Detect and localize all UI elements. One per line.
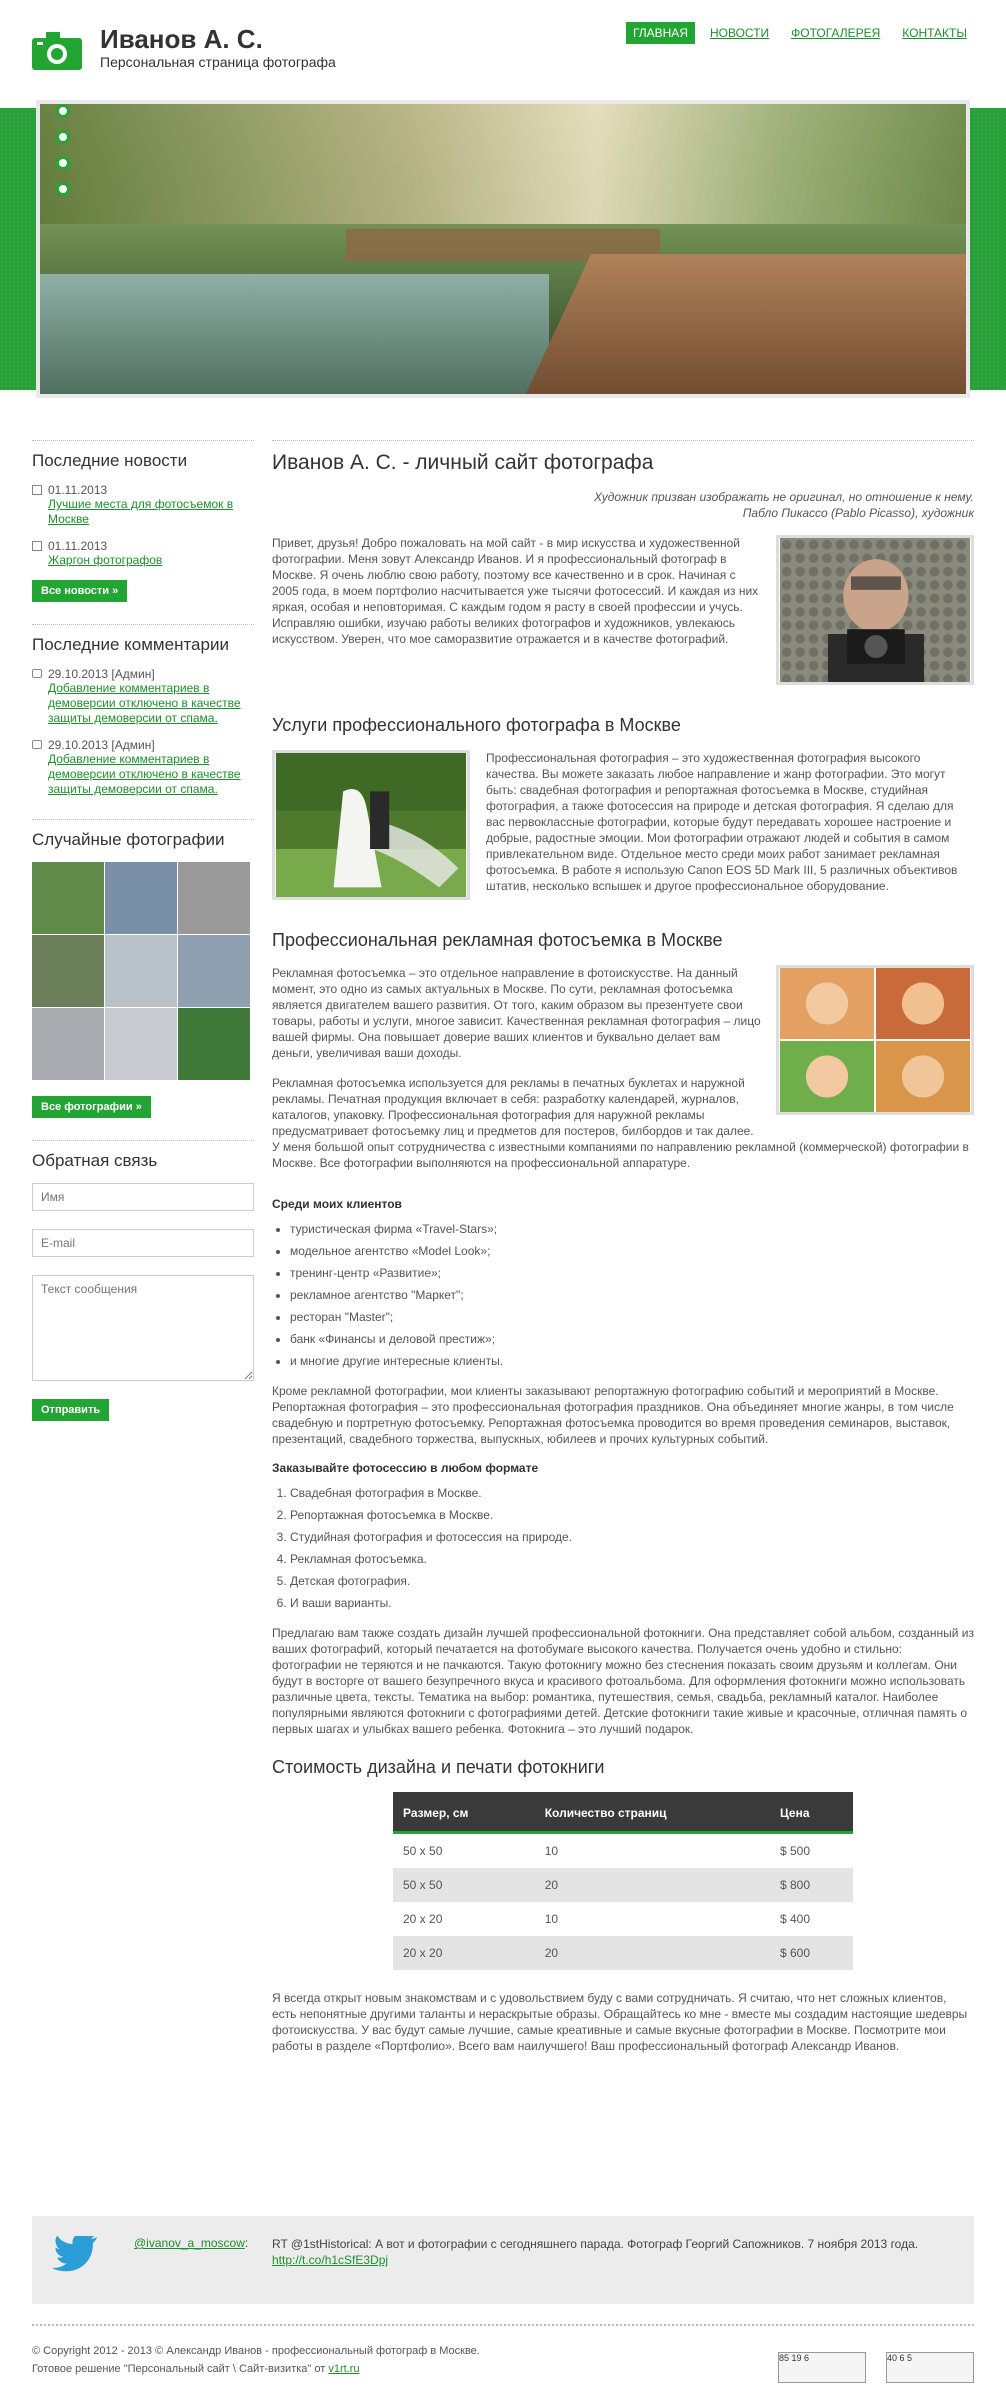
list-item: • ресторан "Master"; [290,1309,974,1325]
news-block [32,440,254,602]
quote [272,489,974,521]
nav-home[interactable]: ГЛАВНАЯ [626,22,695,44]
formats-heading: Заказывайте фотосессию в любом формате [272,1461,539,1475]
all-news-button[interactable]: Все новости » [32,580,127,602]
copyright-line: © Copyright 2012 - 2013 © Александр Иванов - профессиональный фотограф в Москве. [32,2345,480,2357]
nav-gallery[interactable]: ФОТОГАЛЕРЕЯ [791,26,881,40]
table-cell: 50 x 50 [403,1844,443,1858]
name-field[interactable] [32,1183,254,1211]
feedback-block [32,1140,254,1421]
list-item: • рекламное агентство "Маркет"; [290,1287,974,1303]
slide-image-water [40,274,549,398]
photo-thumbnail[interactable] [178,935,250,1007]
comment-date: 29.10.2013 [48,738,109,752]
family-photos-collage-image [776,965,974,1115]
comment-link[interactable]: Добавление комментариев в демоверсии отключено в качестве защиты демоверсии от спама. [48,752,241,796]
feedback-heading: Обратная связь [32,1151,158,1170]
rating-counter[interactable] [886,2352,974,2383]
slide-image-deck [522,254,970,398]
list-item: • тренинг-центр «Развитие»; [290,1265,974,1281]
list-item: 1. Свадебная фотография в Москве. [290,1485,974,1501]
random-photos-heading: Случайные фотографии [32,830,225,849]
list-item: • туристическая фирма «Travel-Stars»; [290,1221,974,1237]
tweet-link[interactable]: http://t.co/h1cSfE3Dpj [272,2253,389,2267]
nav-contacts[interactable]: КОНТАКТЫ [902,26,967,40]
list-item: 4. Рекламная фотосъемка. [290,1551,974,1567]
table-cell: 10 [544,1844,559,1858]
list-item: 3. Студийная фотография и фотосессия на природе. [290,1529,974,1545]
list-item: 2. Репортажная фотосъемка в Москве. [290,1507,974,1523]
submit-button[interactable]: Отправить [32,1399,109,1421]
footer-divider [32,2324,974,2326]
email-field[interactable] [32,1229,254,1257]
table-header: Цена [770,1792,853,1833]
sidebar [32,440,254,1443]
twitter-user-link[interactable]: @ivanov_a_moscow [134,2236,245,2250]
price-heading: Стоимость дизайна и печати фотокниги [272,1757,605,1777]
photo-thumbnail[interactable] [178,862,250,934]
calendar-icon [32,485,42,495]
table-cell: 10 [544,1912,559,1926]
reportage-text: Кроме рекламной фотографии, мои клиенты заказывают репортажную фотографию событий и мероприятий в Москве. Репортажная фотография – это профессиональная фотография праздников. Она объединяет многие жанры, в том числе свадебную и портретную фотосъемку. Репортажная фотосъемка проводится во время проведения семинаров, выставок, презентаций, свадебного торжества, выпускных, юбилеев и прочих культурных событий. [272,1384,954,1446]
clients-heading: Среди моих клиентов [272,1197,402,1211]
slider-dot[interactable] [56,130,70,144]
comment-author: [Админ] [111,738,155,752]
table-cell: $ 400 [779,1912,811,1926]
twitter-widget [32,2216,974,2304]
main-content [272,440,974,2068]
list-item: • банк «Финансы и деловой престиж»; [290,1331,974,1347]
nav-news[interactable]: НОВОСТИ [709,26,770,40]
tweet-body: RT @1stHistorical: А вот и фотографии с сегодняшнего парада. Фотограф Георгий Сапожников. 7 ноября 2013 года. [272,2237,919,2251]
comment-icon [32,669,42,678]
table-cell: 20 [535,1868,770,1902]
list-item: 6. И ваши варианты. [290,1595,974,1611]
photo-thumbnail[interactable] [105,1008,177,1080]
table-header: Количество страниц [535,1792,770,1833]
list-item: • модельное агентство «Model Look»; [290,1243,974,1259]
ads-heading: Профессиональная рекламная фотосъемка в Москве [272,930,723,950]
slider-dot[interactable] [56,156,70,170]
ads-text-2: Рекламная фотосъемка используется для рекламы в печатных буклетах и наружной рекламы. Печатная продукция включает в себя: разработку календарей, журналов, каталогов, упаковку. Профессиональная фотография для наружной рекламы предусматривает фотосъемку лиц и предметов для постеров, билбордов и так далее. У меня большой опыт сотрудничества с известными компаниями по направлению рекламной (коммерческой) фотографии в Москве. Все фотографии выполняются на профессиональной аппаратуре. [272,1076,969,1170]
comment-icon [32,740,42,749]
photo-grid [32,862,254,1080]
calendar-icon [32,541,42,551]
page-title: Иванов А. С. - личный сайт фотографа [272,451,654,474]
comment-author: [Админ] [111,667,155,681]
news-link[interactable]: Лучшие места для фотосъемок в Москве [48,497,234,526]
quote-author: Пабло Пикассо (Pablo Picasso), художник [742,506,974,520]
news-item [32,483,254,527]
table-cell: $ 600 [770,1936,853,1970]
table-header: Размер, см [393,1792,535,1833]
comment-item [32,667,254,726]
news-date: 01.11.2013 [48,539,108,553]
news-heading: Последние новости [32,451,188,470]
photo-thumbnail[interactable] [105,935,177,1007]
photo-thumbnail[interactable] [105,862,177,934]
comments-block [32,624,254,797]
slider-dot[interactable] [56,182,70,196]
tweet-user-colon: : [244,2236,249,2250]
quote-text: Художник призван изображать не оригинал, но отношение к нему. [594,490,974,504]
news-link[interactable]: Жаргон фотографов [48,553,163,567]
counter-value: 85 19 6 [779,2353,810,2363]
ads-text-1: Рекламная фотосъемка – это отдельное направление в фотоискусстве. На данный момент, это одно из самых актуальных в Москве. По сути, рекламная фотосъемка является двигателем вашего развития. От того, каким образом вы презентуете свои товары, работы и услуги, многое зависит. Качественная рекламная фотография – лицо вашей фирмы. Она повышает доверие ваших клиентов и буквально делает вам деньги, увеличивая ваши доходы. [272,966,761,1060]
photobook-text: Предлагаю вам также создать дизайн лучшей профессиональной фотокниги. Она представляет собой альбом, созданный из ваших фотографий, который печатается на фотобумаге высокого качества. Получается очень удобно и стильно: фотографии не теряются и не пачкаются. Такую фотокнигу можно без стеснения показать своим друзьям и коллегам. Они будут в восторге от вашего безупречного вкуса и красивого фотоальбома. Для оформления фотокниги можно использовать различные цвета, тексты. Тематика на выбор: романтика, путешествия, семья, свадьба, рекламный каталог. Наиболее популярными являются фотокниги с фотографиями детей. Детские фотокниги такие живые и красочные, отличная память о первых шагах и улыбках вашего ребенка. Фотокнига – это лучший подарок. [272,1626,974,1736]
site-title[interactable]: Иванов А. С. [100,24,263,54]
credits-text: Готовое решение "Персональный сайт \ Сайт-визитка" от [32,2363,329,2375]
camera-logo-icon[interactable] [32,30,82,70]
photographer-portrait-image [776,535,974,685]
comment-item [32,738,254,797]
site-subtitle: Персональная страница фотографа [100,54,336,70]
photo-thumbnail[interactable] [32,1008,104,1080]
table-cell: 20 [535,1936,770,1970]
tweet-text [272,2236,962,2268]
credits-link[interactable]: v1rt.ru [328,2363,360,2375]
tweet-user [134,2236,248,2250]
table-cell: $ 500 [779,1844,811,1858]
price-table [393,1792,853,1970]
photo-thumbnail[interactable] [178,1008,250,1080]
services-text: Профессиональная фотография – это художественная фотография высокого качества. Вы можете заказать любое направление и жанр фотографии. Это могут быть: свадебная фотография и репортажная фотосъемка в Москве, студийная фотография, а также фотосессия на природе и детская фотография. Я сделаю для вас первоклассные фотографии, которые будут передавать хорошее настроение и добрые, радостные эмоции. Мои фотографии отражают людей и события в самом привлекательном виде. Отдельное место среди моих работ занимает рекламная фотосъемка. В работе я использую Canon EOS 5D Mark III, 5 различных объективов штатив, несколько вспышек и другое профессиональное оборудование. [486,751,958,893]
table-cell: 20 x 20 [403,1912,443,1926]
table-row [393,1902,853,1936]
intro-text: Привет, друзья! Добро пожаловать на мой сайт - в мир искусства и художественной фотографии. Меня зовут Александр Иванов. И я профессиональный фотограф в Москве. Я очень люблю свою работу, поэтому все качественно и в срок. Начиная с 2005 года, в моем портфолио насчитывается уже тысячи фотосессий. И каждая из них яркая, особая и неповторимая. С каждым годом я расту в своей профессии и учусь. Исправляю ошибки, изучаю работы великих фотографов и художников, увлекаюсь искусством. Уверен, что мое саморазвитие отражается и в качестве фотографий. [272,536,759,646]
wedding-photo-image [272,750,470,900]
message-field[interactable] [32,1275,254,1381]
news-item [32,539,254,568]
table-row [393,1936,853,1970]
random-photos-block [32,819,254,1118]
slider-dots [56,104,70,196]
list-item: • и многие другие интересные клиенты. [290,1353,974,1369]
slide-image-trees [40,104,966,224]
formats-list [290,1485,974,1611]
list-item: 5. Детская фотография. [290,1573,974,1589]
slider-dot[interactable] [56,104,70,118]
table-cell: 50 x 50 [393,1868,535,1902]
comments-heading: Последние комментарии [32,635,229,654]
table-row [393,1833,853,1869]
top-nav [626,22,974,44]
outro-text: Я всегда открыт новым знакомствам и с удовольствием буду с вами сотрудничать. Я считаю, что нет сложных клиентов, есть непонятные другими таланты и нераскрытые образы. Обращайтесь ко мне - вместе мы создадим настоящие шедевры фотоискусства. У вас будут самые лучшие, самые креативные и самые вкусные фотографии в Москве. Посмотрите мои работы в разделе «Портфолио». Всего вам наилучшего! Ваш профессиональный фотограф Александр Иванов. [272,1991,968,2053]
twitter-bird-icon[interactable] [52,2236,98,2276]
photo-thumbnail[interactable] [32,935,104,1007]
liveinternet-counter[interactable] [778,2352,866,2383]
table-row [393,1868,853,1902]
comment-date: 29.10.2013 [48,667,109,681]
services-heading: Услуги профессионального фотографа в Москве [272,715,681,735]
counter-value: 40 6 5 [887,2353,913,2363]
copyright [32,2342,480,2378]
photo-thumbnail[interactable] [32,862,104,934]
table-cell: $ 800 [770,1868,853,1902]
comment-link[interactable]: Добавление комментариев в демоверсии отключено в качестве защиты демоверсии от спама. [48,681,241,725]
all-photos-button[interactable]: Все фотографии » [32,1096,151,1118]
hero-slider[interactable] [36,100,970,398]
header [0,0,1006,100]
table-cell: 20 x 20 [393,1936,535,1970]
clients-list [290,1221,974,1369]
news-date: 01.11.2013 [48,483,108,497]
